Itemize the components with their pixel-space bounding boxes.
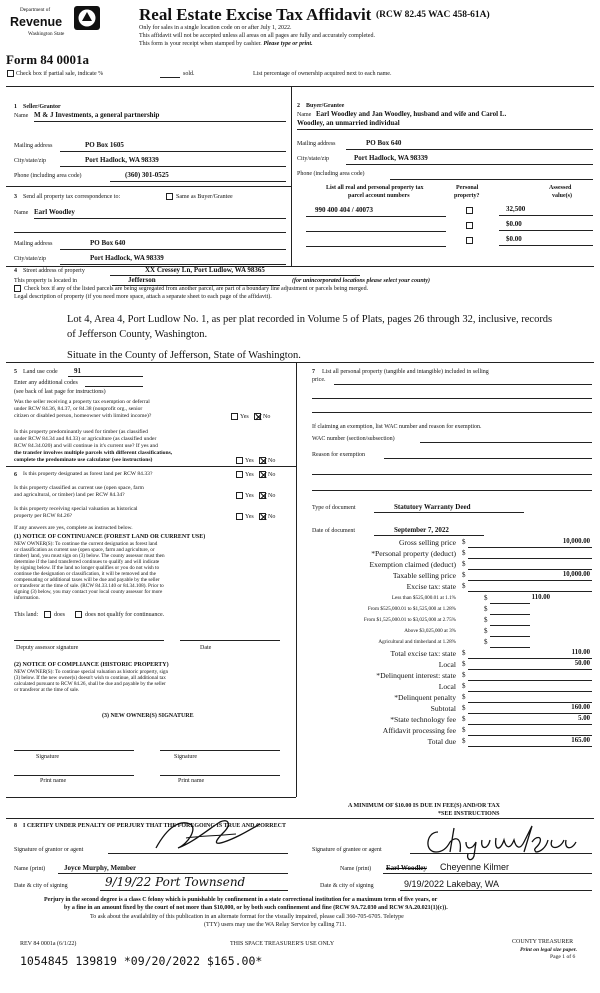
land-use-code[interactable]: 91 [74,367,81,375]
does-not-label: does not qualify for continuance. [85,612,165,618]
compliance-line: or transferor at the time of sale. [14,687,80,693]
rev-number: REV 84 0001a (6/1/22) [20,941,77,947]
calc-line [468,680,592,681]
dept-line2: Revenue [10,15,63,29]
seller-heading: Seller/Grantor [23,104,61,110]
partial-sale-pct-line[interactable] [160,77,180,78]
any-yes-note: If any answers are yes, complete as instructed below. [14,525,133,531]
notice-3 [139,41,313,47]
continuance-line: information. [14,595,40,601]
dollar-sign: $ [484,638,488,646]
assessed-col-header-1: Assessed [549,185,572,191]
unincorporated-note: (for unincorporated locations please select your county) [292,278,430,284]
perjury-line-4: (TTY) users may use the WA Relay Service by calling 711. [204,922,347,928]
forest-no-label: No [268,472,276,478]
current-use-question: and agricultural, or timber) land per RCW 84.34? [14,492,125,498]
doc-type-label: Type of document [312,505,356,511]
wac-line[interactable] [420,442,592,443]
continuance-line: NEW OWNER(S): To continue the current designation as forest land [14,541,158,547]
parcel-line [306,246,446,247]
personal-property-checkbox[interactable] [466,237,473,244]
calc-amount[interactable]: 5.00 [578,715,590,722]
calc-label: Local [438,682,456,691]
continuance-heading: (1) NOTICE OF CONTINUANCE (FOREST LAND OR CURRENT USE) [14,534,206,540]
continuance-line: continue the designation or classification, it will be removed and the [14,571,156,577]
grantor-sig-label: Signature of grantor or agent [14,847,84,853]
calc-label: Gross selling price [399,538,456,547]
calc-label: Total due [427,737,456,746]
buyer-name-label: Name [297,112,312,118]
same-as-buyer-checkbox[interactable] [166,193,173,200]
tax-corr-name-line [34,218,286,219]
historic-yes-label: Yes [245,514,254,520]
seller-name[interactable]: M & J Investments, a general partnership [34,111,160,119]
doc-type-line [374,512,524,513]
seller-mailing-line [60,151,286,152]
forest-no-checkbox[interactable] [259,471,266,478]
additional-codes-line[interactable] [85,386,143,387]
calc-label: Subtotal [430,704,456,713]
form-title-rcw: (RCW 82.45 WAC 458-61A) [376,10,490,20]
assessed-col-header-2: value(s) [552,193,572,199]
buyer-mailing-line [346,149,593,150]
tax-corr-name[interactable]: Earl Woodley [34,208,75,216]
wa-logo-icon [74,6,100,30]
rule-6 [6,466,296,467]
tax-corr-label: Send all property tax correspondence to: [23,194,121,200]
grantee-date-city[interactable]: 9/19/2022 Lakebay, WA [404,879,500,889]
current-use-no-checkbox[interactable] [259,492,266,499]
assessed-line [499,215,593,216]
historic-question: Is this property receiving special valuation as historical [14,506,138,512]
tax-corr-mailing[interactable]: PO Box 640 [90,239,126,247]
grantee-signature[interactable] [420,822,580,862]
certify-statement: I CERTIFY UNDER PENALTY OF PERJURY THAT THE FOREGOING IS TRUE AND CORRECT [23,823,286,829]
grantee-name-struck[interactable]: Earl Woodley [386,864,427,872]
seller-phone[interactable]: (360) 301-0525 [125,171,169,179]
calc-line [468,547,592,548]
q2-no-label: No [268,458,276,464]
grantor-name[interactable]: Joyce Murphy, Member [64,864,137,872]
does-not-checkbox[interactable] [75,611,82,618]
q2-yes-checkbox[interactable] [236,457,243,464]
calc-line [468,746,592,747]
continuance-line: or transferor at the time of sale. (RCW 84.33.140 or 84.34.108). Prior to [14,583,164,589]
calc-amount[interactable]: 160.00 [571,704,590,711]
same-as-buyer-label: Same as Buyer/Grantee [176,194,233,200]
calc-label: Total excise tax: state [390,649,456,658]
historic-no-checkbox[interactable] [259,513,266,520]
calc-label: *Delinquent penalty [394,693,456,702]
calc-label: *Personal property (deduct) [371,549,456,558]
buyer-mailing[interactable]: PO Box 640 [366,139,402,147]
q1-yes-checkbox[interactable] [231,413,238,420]
dollar-sign: $ [484,627,488,635]
personal-property-label-2: price. [312,377,326,383]
current-use-yes-checkbox[interactable] [236,492,243,499]
print-name-line-2[interactable] [160,775,280,776]
calc-line [468,558,592,559]
dept-line1: Department of [20,7,51,13]
perjury-line-3: To ask about the availability of this publication in an alternate format for the visually impaired, please call 360-705-6705. Teletype [90,914,404,920]
section7-num: 7 [312,369,315,375]
partial-sale-sold: sold. [183,71,195,77]
land-use-section-num: 5 [14,369,17,375]
calc-line [468,724,592,725]
q2-no-checkbox[interactable] [259,457,266,464]
continuance-line: signing (3) below, you may contact your local county assessor for more [14,589,163,595]
form-number: Form 84 0001a [6,52,90,67]
q1-yes-label: Yes [240,414,249,420]
calc-label: Taxable selling price [392,571,456,580]
new-owner-sig-line-1[interactable] [14,750,134,751]
calc-amount[interactable]: 165.00 [571,737,590,744]
parcel-col-header-1: List all real and personal property tax [326,185,424,191]
section6-num: 6 [14,472,17,478]
grantor-name-line [58,873,288,874]
dollar-sign: $ [462,538,466,546]
assessed-value[interactable]: 32,500 [506,205,526,213]
this-land-label: This land: [14,612,39,618]
calc-label: Agricultural and timberland at 1.28% [378,639,456,645]
dollar-sign: $ [484,594,488,602]
forest-yes-label: Yes [245,472,254,478]
calc-label: *Delinquent interest: state [376,671,456,680]
calc-label: Affidavit processing fee [382,726,456,735]
historic-question: property per RCW 84.26? [14,513,72,519]
grantor-date-label: Date & city of signing [14,883,68,889]
dollar-sign: $ [462,704,466,712]
calc-amount[interactable]: 110.00 [571,649,590,656]
q2-line: complete the predominate use calculator (see instructions) [14,457,153,463]
legal-description-1[interactable]: Lot 4, Area 4, Port Ludlow No. 1, as per plat recorded in Volume 5 of Plats, pages 26 through 32, inclusive, records [67,314,553,325]
buyer-city[interactable]: Port Hadlock, WA 98339 [354,154,428,162]
assessed-value[interactable]: $0.00 [506,235,522,243]
reason-line[interactable] [384,458,592,459]
reason-line-3[interactable] [312,490,592,491]
current-use-yes-label: Yes [245,493,254,499]
doc-date-label: Date of document [312,528,355,534]
rule-3 [6,186,291,187]
deputy-sig-label: Deputy assessor signature [16,645,79,651]
historic-yes-checkbox[interactable] [236,513,243,520]
buyer-heading: Buyer/Grantee [306,103,345,109]
assessed-line [499,230,593,231]
calc-line [490,636,530,637]
new-owner-sig-label-1: Signature [36,754,59,760]
grantee-date-label: Date & city of signing [320,883,374,889]
rule-4 [6,266,594,267]
deputy-date-line[interactable] [180,640,280,641]
legal-label: Legal description of property (if you need more space, attach a separate sheet to each page of the affidavit). [14,294,272,300]
seller-phone-line [110,181,286,182]
form-title: Real Estate Excise Tax Affidavit [139,5,372,24]
rule-8b [6,818,594,819]
new-owner-sig-heading: (3) NEW OWNER(S) SIGNATURE [102,713,194,719]
perjury-line-1: Perjury in the second degree is a class C felony which is punishable by confinement in a state correctional institution for a maximum term of five years, or [44,897,438,903]
property-section-num: 4 [14,268,17,274]
calc-line [490,647,530,648]
historic-no-label: No [268,514,276,520]
calc-line [468,713,592,714]
personal-property-line-2[interactable] [312,398,592,399]
buyer-name-rule [297,129,593,130]
tax-corr-city-line [60,264,286,265]
q2-line: under RCW 84.34 and 84.33) or agriculture (as classified under [14,436,157,442]
buyer-section-num: 2 [297,103,300,109]
calc-label: From $525,000.01 to $1,525,000 at 1.28% [367,606,456,612]
seller-mailing[interactable]: PO Box 1605 [85,141,124,149]
grantee-name-label: Name (print) [340,866,372,872]
compliance-line: NEW OWNER(S): To continue special valuation as historic property, sign [14,669,169,675]
calc-line [468,569,592,570]
calc-line [468,702,592,703]
dollar-sign: $ [462,660,466,668]
current-use-no-label: No [268,493,276,499]
print-name-label-1: Print name [40,778,67,784]
reason-label: Reason for exemption [312,452,365,458]
ownership-label: List percentage of ownership acquired next to each name. [253,71,392,77]
see-instructions: *SEE INSTRUCTIONS [438,811,500,817]
street-label: Street address of property [23,268,85,274]
notice-3a: This form is your receipt when stamped by cashier. [139,41,262,47]
continuance-line: or classification as current use (open space, farm and agriculture, or [14,547,155,553]
tax-corr-city-label: City/state/zip [14,256,46,262]
dollar-sign: $ [462,715,466,723]
wac-label: WAC number (section/subsection) [312,436,395,442]
assessed-line [499,245,593,246]
personal-col-header-1: Personal [456,185,479,191]
notice-1: Only for sales in a single location code on or after July 1, 2022. [139,25,292,31]
parcel-line [306,216,446,217]
legal-description-3[interactable]: Situate in the County of Jefferson, State of Washington. [67,350,301,361]
q2-line: the transfer involves multiple parcels with different classifications, [14,450,173,456]
partial-sale-label: Check box if partial sale, indicate % [16,71,104,77]
calc-label: Local [438,660,456,669]
dor-logo [6,6,116,46]
dollar-sign: $ [462,671,466,679]
partial-sale-checkbox[interactable] [7,70,14,77]
located-county[interactable]: Jefferson [128,276,156,284]
personal-property-checkbox[interactable] [466,207,473,214]
q1-line: citizen or disabled person, homeowner with limited income)? [14,413,152,419]
seller-city[interactable]: Port Hadlock, WA 98339 [85,156,159,164]
tax-corr-blank-line [14,232,286,233]
calc-label: Above $3,025,000 at 3% [404,628,456,634]
legal-size-note: Print on legal size paper. [520,947,578,953]
current-use-question: Is this property classified as current use (open space, farm [14,485,144,491]
calc-amount[interactable]: 50.00 [574,660,590,667]
q1-line: under RCW 84.36, 84.37, or 84.38 (nonprofit org., senior [14,406,143,412]
calc-line [468,591,592,592]
dollar-sign: $ [462,737,466,745]
doc-type[interactable]: Statutory Warranty Deed [394,503,471,511]
seller-section-num: 1 [14,104,17,110]
grantor-date-city[interactable]: 9/19/22 Port Townsend [105,875,246,889]
forest-yes-checkbox[interactable] [236,471,243,478]
located-label: This property is located in [14,278,77,284]
grantee-name-line [383,873,592,874]
print-name-line-1[interactable] [14,775,134,776]
certify-num: 8 [14,823,17,829]
calc-amount[interactable]: 10,000.00 [562,538,590,545]
buyer-phone-label: Phone (including area code) [297,171,365,177]
rule-top [6,86,594,87]
calc-amount[interactable]: 110.00 [531,594,550,601]
new-owner-sig-label-2: Signature [174,754,197,760]
grantee-name[interactable]: Cheyenne Kilmer [440,862,510,872]
exemption-label: If claiming an exemption, list WAC number and reason for exemption. [312,424,482,430]
dept-line3: Washington State [28,31,65,37]
county-treasurer: COUNTY TREASURER [512,939,574,945]
rule-mid-1 [291,86,292,266]
dollar-sign: $ [462,682,466,690]
grantee-date-line [400,890,592,891]
continuance-line: determine if the land transferred continues to qualify and will indicate [14,559,160,565]
grantor-signature[interactable] [150,814,270,856]
doc-date[interactable]: September 7, 2022 [394,526,449,534]
q2-line: RCW 84.34.020) and will continue in it's current use? If yes and [14,443,158,449]
buyer-name-line2[interactable]: Woodley, an unmarried individual [297,119,400,127]
reason-line-2[interactable] [312,474,592,475]
calc-line [468,691,592,692]
seller-city-line [60,166,286,167]
assessed-value[interactable]: $0.00 [506,220,522,228]
rule-mid-2 [296,362,297,797]
continuance-line: compensating or additional taxes will be due and payable by the seller [14,577,160,583]
calc-label: Excise tax: state [406,582,456,591]
does-checkbox[interactable] [44,611,51,618]
seller-name-line [34,121,286,122]
deputy-date-label: Date [200,645,212,651]
buyer-mailing-label: Mailing address [297,141,336,147]
calc-line [468,580,592,581]
continuance-line: by signing below. If the land no longer qualifies or you do not wish to [14,565,160,571]
q1-no-checkbox[interactable] [254,413,261,420]
q1-no-label: No [263,414,271,420]
perjury-line-2: by a fine in an amount fixed by the court of not more than $10,000, or by both such confinement and fine (RCW 9A.72.030 and RCW 9A.20.021(1)(c)). [64,905,448,911]
calc-label: Exemption claimed (deduct) [369,560,456,569]
compliance-line: (3) below. If the new owner(s) doesn't wish to continue, all additional tax [14,675,166,681]
forest-question: Is this property designated as forest land per RCW 84.33? [23,471,153,477]
calc-label: Less than $525,000.01 at 1.1% [391,595,456,601]
notice-2: This affidavit will not be accepted unless all areas on all pages are fully and accurately completed. [139,33,375,39]
q2-line: Is this property predominantly used for timber (as classified [14,429,148,435]
tax-corr-city[interactable]: Port Hadlock, WA 98339 [90,254,164,262]
buyer-name-line1[interactable]: Earl Woodley and Jan Woodley, husband and wife and Carol L. [316,110,507,118]
rule-8 [6,797,296,798]
calc-line [490,603,530,604]
dollar-sign: $ [462,560,466,568]
minimum-note: A MINIMUM OF $10.00 IS DUE IN FEE(S) AND/OR TAX [348,803,500,809]
print-name-label-2: Print name [178,778,205,784]
personal-property-label-1: List all personal property (tangible and intangible) included in selling [322,369,489,375]
q1-line: Was the seller receiving a property tax exemption or deferral [14,399,150,405]
notice-3b: Please type or print. [263,41,313,47]
calc-line [468,735,592,736]
page-number: Page 1 of 6 [550,954,576,960]
seller-name-label: Name [14,113,29,119]
dollar-sign: $ [462,549,466,557]
tax-corr-mailing-label: Mailing address [14,241,53,247]
instructions-note: (see back of last page for instructions) [14,389,106,395]
compliance-heading: (2) NOTICE OF COMPLIANCE (HISTORIC PROPERTY) [14,662,169,668]
legal-description-2[interactable]: of Jefferson County, Washington. [67,329,208,340]
tax-corr-section-num: 3 [14,194,17,200]
personal-col-header-2: property? [454,193,480,199]
grantor-date-line [100,890,288,891]
land-use-code-line [68,376,143,377]
seller-phone-label: Phone (including area code) [14,173,82,179]
dollar-sign: $ [462,582,466,590]
dollar-sign: $ [462,571,466,579]
deputy-sig-line[interactable] [14,640,164,641]
parcel-col-header-2: parcel account numbers [348,193,410,199]
calc-line [468,669,592,670]
q2-yes-label: Yes [245,458,254,464]
additional-codes-label: Enter any additional codes [14,380,78,386]
dollar-sign: $ [484,605,488,613]
parcel-number[interactable]: 990 400 404 / 40073 [315,206,373,214]
rule-5 [6,362,594,363]
calc-line [490,614,530,615]
seller-mailing-label: Mailing address [14,143,53,149]
dollar-sign: $ [484,616,488,624]
treasurer-stamp: 1054845 139819 *09/20/2022 $165.00* [20,954,263,968]
seller-city-label: City/state/zip [14,158,46,164]
calc-label: From $1,525,000.01 to $3,025,000 at 2.75% [363,617,456,623]
land-use-code-label: Land use code [23,369,58,375]
personal-property-checkbox[interactable] [466,222,473,229]
buyer-city-line [346,164,593,165]
grantee-sig-label: Signature of grantee or agent [312,847,382,853]
does-label: does [54,612,65,618]
treasurer-use: THIS SPACE TREASURER'S USE ONLY [230,941,335,947]
dollar-sign: $ [462,726,466,734]
doc-date-line [374,535,484,536]
personal-property-line-3[interactable] [312,412,592,413]
calc-line [490,625,530,626]
tax-corr-name-label: Name [14,210,29,216]
compliance-line: calculated pursuant to RCW 84.26, shall be due and payable by the seller [14,681,166,687]
street-address[interactable]: XX Cressey Ln, Port Ludlow, WA 98365 [145,266,265,274]
buyer-city-label: City/state/zip [297,156,329,162]
parcel-line [306,231,446,232]
dollar-sign: $ [462,693,466,701]
segregated-checkbox[interactable] [14,285,21,292]
calc-line [468,658,592,659]
dollar-sign: $ [462,649,466,657]
calc-label: *State technology fee [390,715,456,724]
calc-amount[interactable]: 10,000.00 [562,571,590,578]
personal-property-line-1[interactable] [334,384,592,385]
segregated-label: Check box if any of the listed parcels are being segregated from another parcel, are part of a boundary line adjustment or parcels being merged. [24,286,369,292]
new-owner-sig-line-2[interactable] [160,750,280,751]
continuance-line: timber) land, you must sign on (3) below. The county assessor must then [14,553,165,559]
tax-corr-mailing-line [60,249,286,250]
buyer-phone-line[interactable] [390,179,593,180]
grantor-name-label: Name (print) [14,866,46,872]
